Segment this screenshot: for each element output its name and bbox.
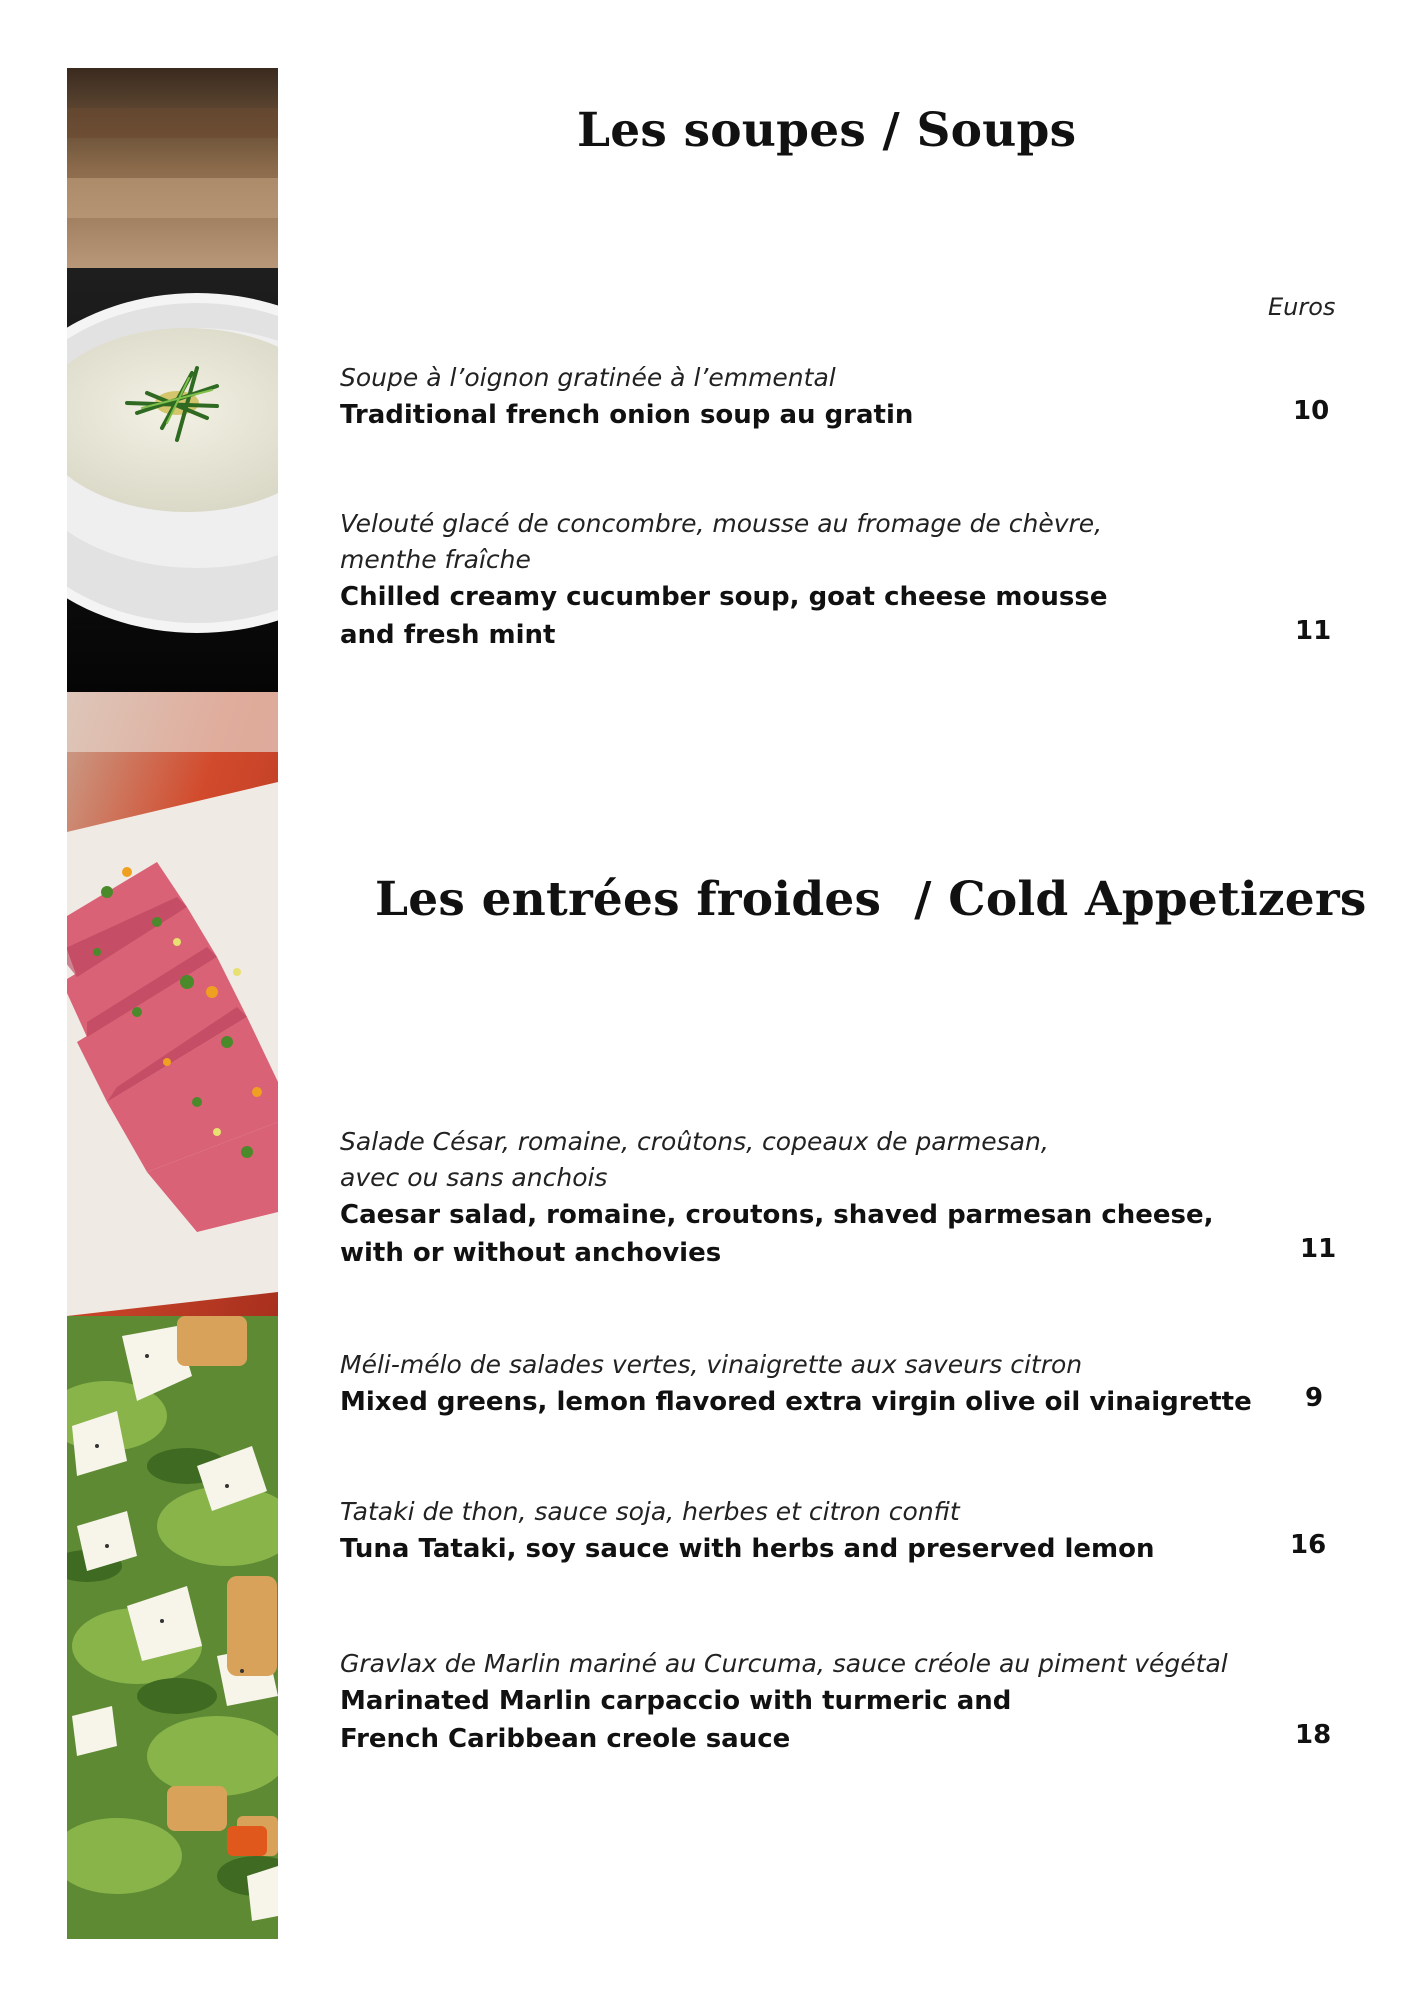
soups-heading: Les soupes / Soups	[577, 103, 1077, 158]
menu-item	[340, 1494, 1340, 1568]
item-price: 10	[1293, 396, 1330, 426]
item-price: 18	[1295, 1720, 1332, 1750]
photo-strip	[67, 68, 278, 1939]
menu-item	[340, 1124, 1340, 1272]
item-name-en-line: Caesar salad, romaine, croutons, shaved parmesan cheese,	[340, 1200, 1214, 1230]
cold-appetizers-heading: Les entrées froides / Cold Appetizers	[375, 872, 1367, 927]
item-name-fr: Soupe à l’oignon gratinée à l’emmental	[340, 363, 836, 392]
item-name-fr: Gravlax de Marlin mariné au Curcuma, sauce créole au piment végétal	[340, 1649, 1228, 1678]
soup-bowl-photo	[67, 68, 278, 692]
item-name-fr: Tataki de thon, sauce soja, herbes et citron confit	[340, 1497, 960, 1526]
item-price: 9	[1305, 1383, 1324, 1413]
item-price: 11	[1300, 1234, 1337, 1264]
menu-item	[340, 1646, 1340, 1758]
menu-item	[340, 1347, 1340, 1421]
item-name-fr-line: Salade César, romaine, croûtons, copeaux de parmesan,	[340, 1127, 1049, 1156]
item-name-en-line: French Caribbean creole sauce	[340, 1724, 791, 1754]
item-name-en: Traditional french onion soup au gratin	[340, 400, 914, 430]
item-name-en-line: and fresh mint	[340, 620, 556, 650]
item-name-fr: Méli-mélo de salades vertes, vinaigrette aux saveurs citron	[340, 1350, 1083, 1379]
menu-item	[340, 506, 1340, 654]
item-name-en: Tuna Tataki, soy sauce with herbs and preserved lemon	[340, 1534, 1155, 1564]
tuna-tataki-photo	[67, 692, 278, 1316]
item-price: 11	[1295, 616, 1332, 646]
item-name-en-line: Marinated Marlin carpaccio with turmeric and	[340, 1686, 1012, 1716]
menu-item	[340, 360, 1340, 434]
item-name-en: Mixed greens, lemon flavored extra virgin olive oil vinaigrette	[340, 1387, 1252, 1417]
item-name-fr-line: menthe fraîche	[340, 545, 531, 574]
item-name-fr-line: avec ou sans anchois	[340, 1163, 608, 1192]
item-price: 16	[1290, 1530, 1327, 1560]
caesar-salad-photo	[67, 1316, 278, 1939]
item-name-en-line: Chilled creamy cucumber soup, goat cheese mousse	[340, 582, 1108, 612]
item-name-en-line: with or without anchovies	[340, 1238, 722, 1268]
item-name-fr-line: Velouté glacé de concombre, mousse au fromage de chèvre,	[340, 509, 1103, 538]
currency-label: Euros	[1268, 293, 1336, 321]
